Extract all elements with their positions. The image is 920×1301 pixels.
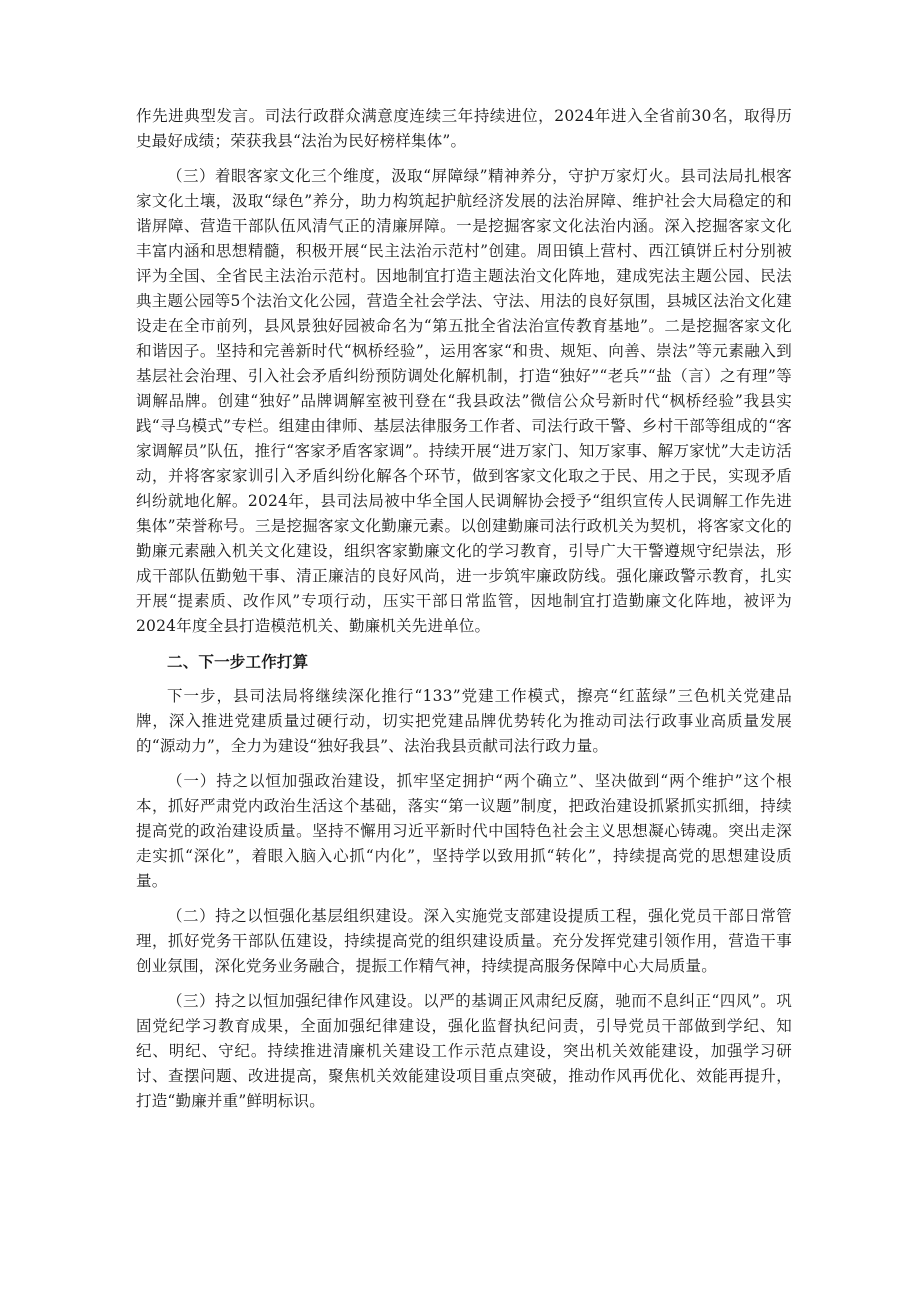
paragraph-discipline-building: （三）持之以恒加强纪律作风建设。以严的基调正风肃纪反腐，驰而不息纠正“四风”。巩固党纪学习教育成果，全面加强纪律建设，强化监督执纪问责，引导党员干部做到学纪、知纪、明纪、守纪。持续推进清廉机关建设工作示范点建设，突出机关效能建设，加强学习研讨、查摆问题、改进提高，聚焦机关效能建设项目重点突破，推动作风再优化、效能再提升，打造“勤廉并重”鲜明标识。: [136, 992, 792, 1110]
document-page: [136, 104, 792, 1124]
paragraph-intro-continuation: 作先进典型发言。司法行政群众满意度连续三年持续进位，2024年进入全省前30名，取得历史最好成绩；荣获我县“法治为民好榜样集体”。: [136, 107, 792, 150]
paragraph-political-building: （一）持之以恒加强政治建设，抓牢坚定拥护“两个确立”、坚决做到“两个维护”这个根本，抓好严肃党内政治生活这个基础，落实“第一议题”制度，把政治建设抓紧抓实抓细，持续提高党的政治建设质量。坚持不懈用习近平新时代中国特色社会主义思想凝心铸魂。突出走深走实抓“深化”，着眼入脑入心抓“内化”，坚持学以致用抓“转化”，持续提高党的思想建设质量。: [136, 772, 792, 890]
paragraph-next-steps-intro: 下一步，县司法局将继续深化推行“133”党建工作模式，擦亮“红蓝绿”三色机关党建品牌，深入推进党建质量过硬行动，切实把党建品牌优势转化为推动司法行政事业高质量发展的“源动力”，全力为建设“独好我县”、法治我县贡献司法行政力量。: [136, 687, 792, 755]
paragraph-hakka-culture: （三）着眼客家文化三个维度，汲取“屏障绿”精神养分，守护万家灯火。县司法局扎根客家文化土壤，汲取“绿色”养分，助力构筑起护航经济发展的法治屏障、维护社会大局稳定的和谐屏障、营造干部队伍风清气正的清廉屏障。一是挖掘客家文化法治内涵。深入挖掘客家文化丰富内涵和思想精髓，积极开展“民主法治示范村”创建。周田镇上营村、西江镇饼丘村分别被评为全国、全省民主法治示范村。因地制宜打造主题法治文化阵地，建成宪法主题公园、民法典主题公园等5个法治文化公园，营造全社会学法、守法、用法的良好氛围，县城区法治文化建设走在全市前列，县风景独好园被命名为“第五批全省法治宣传教育基地”。二是挖掘客家文化和谐因子。坚持和完善新时代“枫桥经验”，运用客家“和贵、规矩、向善、崇法”等元素融入到基层社会治理、引入社会矛盾纠纷预防调处化解机制，打造“独好”“老兵”“盐（言）之有理”等调解品牌。创建“独好”品牌调解室被刊登在“我县政法”微信公众号新时代“枫桥经验”我县实践“寻乌模式”专栏。组建由律师、基层法律服务工作者、司法行政干警、乡村干部等组成的“客家调解员”队伍，推行“客家矛盾客家调”。持续开展“进万家门、知万家事、解万家忧”大走访活动，并将客家家训引入矛盾纠纷化解各个环节，做到客家文化取之于民、用之于民，实现矛盾纠纷就地化解。2024年，县司法局被中华全国人民调解协会授予“组织宣传人民调解工作先进集体”荣誉称号。三是挖掘客家文化勤廉元素。以创建勤廉司法行政机关为契机，将客家文化的勤廉元素融入机关文化建设，组织客家勤廉文化的学习教育，引导广大干警遵规守纪崇法，形成干部队伍勤勉干事、清正廉洁的良好风尚，进一步筑牢廉政防线。强化廉政警示教育，扎实开展“提素质、改作风”专项行动，压实干部日常监管，因地制宜打造勤廉文化阵地，被评为2024年度全县打造模范机关、勤廉机关先进单位。: [136, 167, 792, 635]
section-heading-next-steps: 二、下一步工作打算: [167, 652, 309, 671]
paragraph-organization-building: （二）持之以恒强化基层组织建设。深入实施党支部建设提质工程，强化党员干部日常管理，抓好党务干部队伍建设，持续提高党的组织建设质量。充分发挥党建引领作用，营造干事创业氛围，深化党务业务融合，提振工作精气神，持续提高服务保障中心大局质量。: [136, 907, 792, 975]
